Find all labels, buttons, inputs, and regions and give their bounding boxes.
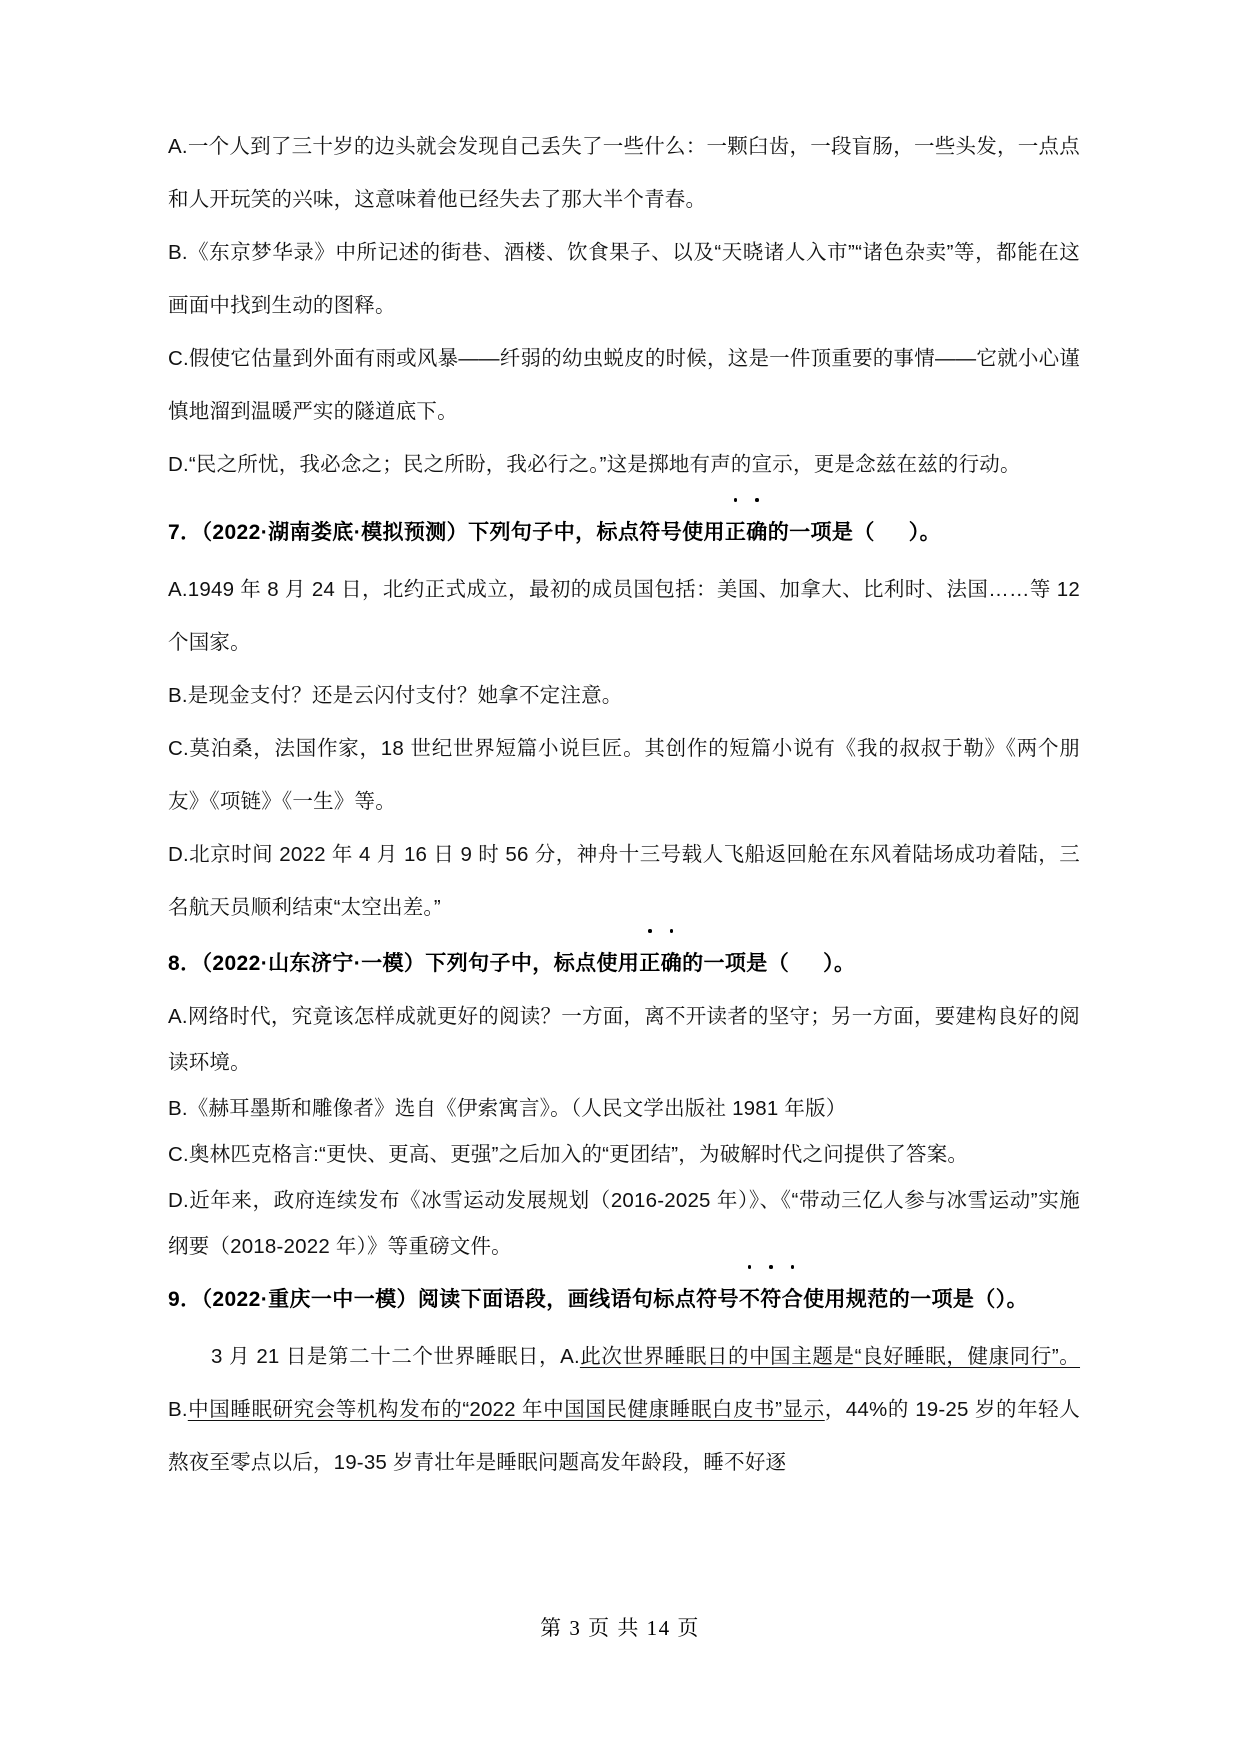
q9-passage xyxy=(168,1330,1080,1489)
q9-passage-seg3: B. xyxy=(168,1398,188,1421)
question-7-emphasis xyxy=(725,513,768,553)
q7-option-d: D.北京时间 2022 年 4 月 16 日 9 时 56 分，神舟十三号载人飞船返回舱在东风着陆场成功着陆，三名航天员顺利结束“太空出差。” xyxy=(168,843,1080,919)
question-8-stem-before: 下列句子中，标点使用 xyxy=(425,952,640,975)
question-8-number: 8． xyxy=(168,952,202,975)
question-7-emphasis-text: 正确 xyxy=(724,521,768,544)
question-7-source: （2022·湖南娄底·模拟预测） xyxy=(201,521,469,544)
q8-option-b: B.《赫耳墨斯和雕像者》选自《伊索寓言》。（人民文学出版社 1981 年版） xyxy=(168,1097,847,1120)
question-9-heading xyxy=(168,1280,1080,1320)
q7-option-b: B.是现金支付？还是云闪付支付？她拿不定注意。 xyxy=(168,684,623,707)
q8-option-d: D.近年来，政府连续发布《冰雪运动发展规划（2016-2025 年）》、《“带动三亿人参与冰雪运动”实施纲要（2018-2022 年）》等重磅文件。 xyxy=(168,1189,1080,1258)
question-9-number: 9． xyxy=(168,1288,202,1311)
page-footer: 第 3 页 共 14 页 xyxy=(540,1616,700,1640)
spacer xyxy=(168,491,1080,513)
question-9-stem-end: ）。 xyxy=(995,1288,1029,1311)
spacer xyxy=(168,984,1080,994)
q6-option-c: C.假使它估量到外面有雨或风暴——纤弱的幼虫蜕皮的时候，这是一件顶重要的事情——它就小心谨慎地溜到温暖严实的隧道底下。 xyxy=(168,347,1080,423)
q8-option-c: C.奥林匹克格言:“更快、更高、更强”之后加入的“更团结”，为破解时代之问提供了答案。 xyxy=(168,1143,969,1166)
question-9-emphasis xyxy=(739,1280,803,1320)
question-7-stem-before: 下列句子中，标点符号使用 xyxy=(468,521,725,544)
q9-passage-underlined-b: 中国睡眠研究会等机构发布的“2022 年中国国民健康睡眠白皮书”显示 xyxy=(187,1398,825,1421)
q6-option-d: D.“民之所忧，我必念之；民之所盼，我必行之。”这是掷地有声的宣示，更是念兹在兹的行动。 xyxy=(168,453,1021,476)
page-content xyxy=(168,120,1080,1489)
q9-passage-underlined-a: 此次世界睡眠日的中国主题是“良好睡眠，健康同行”。 xyxy=(579,1345,1081,1368)
question-7-number: 7． xyxy=(168,521,202,544)
question-9-source: （2022·重庆一中一模） xyxy=(201,1288,418,1311)
q7-option-a: A.1949 年 8 月 24 日，北约正式成立，最初的成员国包括：美国、加拿大、比利时、法国……等 12 个国家。 xyxy=(168,578,1080,654)
question-8-emphasis-text: 正确 xyxy=(639,952,683,975)
question-8-stem-after: 的一项是（ xyxy=(682,952,790,975)
q7-option-c: C.莫泊桑，法国作家，18 世纪世界短篇小说巨匠。其创作的短篇小说有《我的叔叔于勒》《两个朋友》《项链》《一生》等。 xyxy=(168,737,1080,813)
question-8-heading xyxy=(168,944,1080,984)
q8-option-a: A.网络时代，究竟该怎样成就更好的阅读？一方面，离不开读者的坚守；另一方面，要建构良好的阅读环境。 xyxy=(168,1005,1080,1074)
question-9-stem-before: 阅读下面语段，画线语句标点符号 xyxy=(417,1288,739,1311)
question-8-stem-end: ）。 xyxy=(823,952,856,975)
spacer xyxy=(168,553,1080,563)
question-8-source: （2022·山东济宁·一模） xyxy=(201,952,426,975)
spacer xyxy=(168,1270,1080,1280)
question-7-stem-after: 的一项是（ xyxy=(767,521,875,544)
question-9-stem-after: 使用规范的一项是（ xyxy=(803,1288,996,1311)
question-7-heading xyxy=(168,513,1080,553)
q9-passage-seg5: ，44%的 19-25 岁的年轻人熬夜至零点以后，19-35 岁青壮年是睡眠问题高发年龄段，睡不好逐 xyxy=(168,1398,1080,1474)
q6-option-b: B.《东京梦华录》中所记述的街巷、酒楼、饮食果子、以及“天晓诸人入市”“诸色杂卖”等，都能在这画面中找到生动的图释。 xyxy=(168,241,1080,317)
question-8-emphasis xyxy=(639,944,682,984)
spacer xyxy=(168,934,1080,944)
question-7-stem-end: ）。 xyxy=(908,521,942,544)
question-9-emphasis-text: 不符合 xyxy=(738,1288,804,1311)
spacer xyxy=(168,1320,1080,1330)
q6-option-a: A.一个人到了三十岁的边头就会发现自己丢失了一些什么：一颗臼齿，一段盲肠，一些头发，一点点和人开玩笑的兴味，这意味着他已经失去了那大半个青春。 xyxy=(168,135,1080,211)
q9-passage-seg1: 3 月 21 日是第二十二个世界睡眠日，A. xyxy=(211,1345,580,1368)
